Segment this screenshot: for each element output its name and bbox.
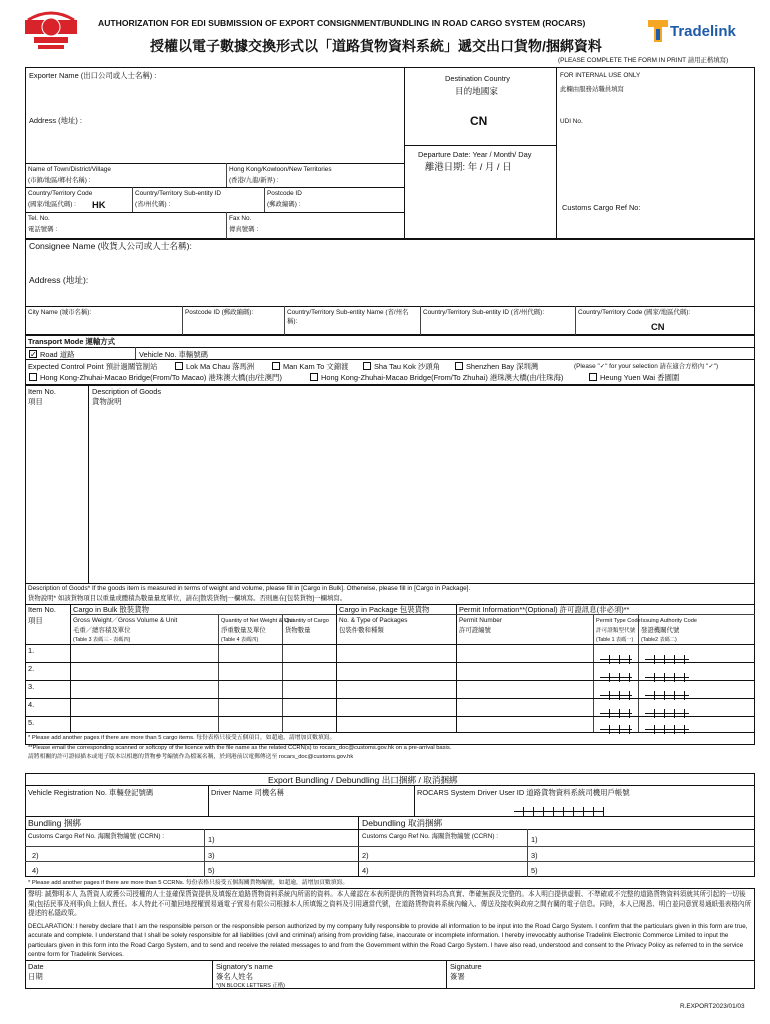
declaration-en: DECLARATION: I hereby declare that I am the responsible person or the responsible person authorized by my company fully responsible to provide all information to be input into the Road Cargo System. I confirm that the particulars given in this form are true, accurate and complete. I understand that I shall be solely responsible for all liabilities (civil and criminal) arising from providing false, inaccurate or incomplete information. I hereby irrevocably authorise Tradelink Electronic Commerce Limited to input the particulars given in this form into the Road Cargo System, and to send and receive the related messages to and from the Government within the Road Cargo System. I have also read, understood and consent to the Privacy Policy as referred to in the service centre form for Tradelink Services. [28,923,748,959]
net-note: (Table 4 表碼四) [221,637,259,643]
date-label-zh: 日期 [28,972,43,981]
subentity-label: Country/Territory Sub-entity ID [135,190,221,197]
country-code-label-zh: (國家/地區代碼) : [28,201,76,208]
tel-label: Tel. No. [28,215,50,222]
transport-heading: Transport Mode 運輸方式 [28,337,116,346]
road-check-mark: ✓ [30,350,37,359]
debundling-num-4: 4) [362,866,369,875]
signature-label-zh: 簽署 [450,972,465,981]
goods-row-4: 4. [28,700,35,709]
goods-row-2: 2. [28,664,35,673]
form-title-en: AUTHORIZATION FOR EDI SUBMISSION OF EXPORT CONSIGNMENT/BUNDLING IN ROAD CARGO SYSTEM (ROCARS) [98,18,586,28]
goods-desc-note-zh: 貨物說明* 如該貨物項目以重量或體積為數量量度單位，請在[散裝貨物]一欄填寫。否則應在[包裝貨物]一欄填寫。 [28,595,347,602]
signatory-name-note: *(IN BLOCK LETTERS 正楷) [216,983,285,989]
subentity-label-zh: (省/州代碼) : [135,201,171,208]
authority-note: (Table2 表碼二) [641,637,677,643]
debundling-num-5: 5) [531,866,538,875]
ecp-option-stk: Sha Tau Kok 沙頭角 [374,362,440,371]
permit-type-label: Permit Type Code [596,618,641,624]
signatory-name-label-zh: 簽名人姓名 [216,972,253,981]
ecp-checkbox-lmc[interactable] [175,362,183,370]
permit-type-slots-1[interactable] [600,651,632,660]
authority-slots-1[interactable] [645,651,689,660]
ecp-checkbox-hzmb-zhuhai[interactable] [310,373,318,381]
departure-date-label-zh: 離港日期: 年 / 月 / 日 [425,161,512,172]
driver-id-slots[interactable] [514,803,604,812]
permit-type-label-zh: 許可證類型代號 [596,628,636,634]
tradelink-wordmark: Tradelink [670,23,736,40]
debundling-num-3: 3) [531,851,538,860]
destination-value[interactable]: CN [470,114,488,128]
pkg-type-label-zh: 包裝件數和種類 [339,627,384,634]
ecp-option-szb: Shenzhen Bay 深圳灣 [466,362,539,371]
permit-type-slots-3[interactable] [600,687,632,696]
authority-slots-3[interactable] [645,687,689,696]
net-label-zh: 淨重數量及單位 [221,627,266,634]
qty-label-zh: 貨物數量 [285,627,311,634]
consignee-name-label: Consignee Name (收貨人公司或人士名稱): [29,241,192,251]
ecp-option-hzmb-macao: Hong Kong-Zhuhai-Macao Bridge(From/To Macao) 港珠澳大橋(由/往澳門) [40,373,282,382]
goods-row-1: 1. [28,646,35,655]
gross-note: (Table 3 表碼三 - 表碼四) [73,637,131,643]
bundling-num-4: 4) [32,866,39,875]
bundling-ccrn-label: Customs Cargo Ref No. 海關貨物編號 (CCRN) : [28,833,164,840]
permit-label: Permit Information**(Optional) 許可證訊息(非必須)** [459,605,630,614]
ecp-label: Expected Control Point 預計過關管制站 [28,362,158,371]
permit-type-note: (Table 1 表碼一) [596,637,634,643]
goods-desc-note-en: Description of Goods* If the goods item is measured in terms of weight and volume, please fill in [Cargo in Bulk]. Otherwise, please fill in [Cargo in Package]. [28,585,471,592]
authority-label-zh: 發證機關代號 [641,627,680,634]
permit-type-slots-2[interactable] [600,669,632,678]
date-label: Date [28,962,44,971]
print-note: (PLEASE COMPLETE THE FORM IN PRINT 請用正楷填寫) [558,57,729,64]
goods-table-item-label-zh: 項目 [28,616,43,625]
gross-label: Gross Weight／Gross Volume & Unit [73,617,178,624]
fax-label: Fax No. [229,215,252,222]
goods-item-label-zh: 項目 [28,397,43,406]
bundling-heading: Export Bundling / Debundling 出口捆綁 / 取消捆綁 [268,775,458,785]
footer-form-code: R.EXPORT2023/01/03 [680,1003,745,1010]
ecp-checkbox-hzmb-macao[interactable] [29,373,37,381]
debundling-label: Debundling 取消捆綁 [362,818,443,828]
fax-label-zh: 傳真號碼 : [229,226,259,233]
ecp-option-hyw: Heung Yuen Wai 香園圍 [600,373,680,382]
road-checkbox[interactable] [29,350,37,358]
ecp-option-mkt: Man Kam To 文錦渡 [283,362,349,371]
bundling-label: Bundling 捆綁 [28,818,82,828]
vehicle-reg-label: Vehicle Registration No. 車輛登記號碼 [28,788,154,797]
form-title-zh: 授權以電子數據交換形式以「道路貨物資料系統」遞交出口貨物/捆綁資料 [150,38,602,54]
package-label: Cargo in Package 包裝貨物 [339,605,430,614]
signature-label: Signature [450,962,482,971]
ecp-checkbox-stk[interactable] [363,362,371,370]
vehicle-label: Vehicle No. 車輛號碼 [139,350,209,359]
exporter-country-code-value[interactable]: HK [92,199,106,210]
qty-label: Quantity of Cargo [285,618,329,624]
authority-slots-4[interactable] [645,705,689,714]
top-section-frame [25,67,755,239]
goods-row-5: 5. [28,718,35,727]
permit-type-slots-5[interactable] [600,721,632,730]
consignee-address-label: Address (地址): [29,275,89,285]
town-label-zh: (市鎮/地區/鄉村名稱) : [28,177,91,184]
udi-label: UDI No. [560,118,583,125]
ecp-option-hzmb-zhuhai: Hong Kong-Zhuhai-Macao Bridge(From/To Zhuhai) 港珠澳大橋(由/往珠海) [321,373,564,382]
consignee-subentity-name-label: Country/Territory Sub-entity Name (省/州名稱): [287,309,409,325]
customs-seal-logo [22,10,80,54]
ecp-checkbox-hyw[interactable] [589,373,597,381]
bulk-label: Cargo in Bulk 散裝貨物 [73,605,149,614]
debundling-ccrn-label: Customs Cargo Ref No. 海關貨物編號 (CCRN) : [362,833,498,840]
driver-id-label: ROCARS System Driver User ID 道路貨物資料系統司機用戶帳號 [417,788,630,797]
debundling-num-2: 2) [362,851,369,860]
permit-number-label-zh: 許可證編號 [459,627,491,634]
goods-row-3: 3. [28,682,35,691]
driver-name-label: Driver Name 司機名稱 [211,788,285,797]
net-label: Quantity of Net Weight & Unit [221,618,294,624]
bundling-num-3: 3) [208,851,215,860]
goods-footnote-2: **Please email the corresponding scanned or softcopy of the licence with the file name as the related CCRN(s) to rocars_doc@customs.gov.hk on a pre-arrival basis. [28,745,452,751]
town-label: Name of Town/District/Village [28,166,111,173]
destination-label-zh: 目的地國家 [455,86,498,96]
consignee-country-code-label: Country/Territory Code (國家/地區代碼): [578,309,691,316]
signatory-name-label: Signatory's name [216,962,273,971]
declaration-zh: 聲明: 誠聲明本人 為貨資人或獲公司授權的人士並確保貨資提供及填報在道路貨物資料系統內所需的資料。本人確認在本表所提供的貨物資料均為真實、準確無誤及完整的。本人明白提供虛假、不準確或不完整的道路貨物資料須就其所引起的一切後果(包括民事及刑事)負上個人責任。本人特此不可撤回地授權貿易通電子貿易有限公司根據本人所填報之資料及引用適當代號，在道路貨物資料系統內輸入、傳送及接收與政府之間有關的電子信息。同時，本人已閱悉、明白並同意貿易通紙張表格內所提述的私隱政策。 [28,891,752,918]
exporter-address-label: Address (地址) : [29,116,82,125]
area-label: Hong Kong/Kowloon/New Territories [229,166,332,173]
goods-item-label: Item No. [28,387,56,396]
postcode-label: Postcode ID [267,190,302,197]
permit-type-slots-4[interactable] [600,705,632,714]
bundling-num-1: 1) [208,835,215,844]
pkg-type-label: No. & Type of Packages [339,617,408,624]
customs-cargo-ref-label: Customs Cargo Ref No: [562,203,641,212]
internal-use-label: FOR INTERNAL USE ONLY [560,72,641,79]
ecp-checkbox-szb[interactable] [455,362,463,370]
gross-label-zh: 毛重／總容積及單位 [73,627,131,634]
ecp-option-lmc: Lok Ma Chau 落馬洲 [186,362,255,371]
permit-number-label: Permit Number [459,617,502,624]
consignee-city-label: City Name (城市名稱): [28,309,92,316]
goods-footnote-3: 請將相關的許可證掃描本或電子版本以相應的貨物參考編號作為檔案名稱，於到港前以電郵傳送至 rocars_doc@customs.gov.hk [28,754,354,760]
consignee-postcode-label: Postcode ID (郵政編碼): [185,309,254,316]
road-label: Road 道路 [40,350,75,359]
bundling-num-2: 2) [32,851,39,860]
consignee-country-code-value[interactable]: CN [651,321,665,332]
authority-slots-5[interactable] [645,721,689,730]
debundling-num-1: 1) [531,835,538,844]
ecp-checkbox-mkt[interactable] [272,362,280,370]
destination-label: Destination Country [445,74,510,83]
ecp-note: (Please "✓" for your selection 請在適合方格內 "✓") [574,363,719,370]
goods-footnote-1: * Please add another pages if there are more than 5 cargo items. 每份表格只接受五個項目，如超逾，請增加頁數填寫。 [28,735,336,741]
goods-table-item-label: Item No. [28,605,56,614]
postcode-label-zh: (郵政編碼) : [267,201,301,208]
goods-desc-label: Description of Goods [92,387,162,396]
area-label-zh: (香港/九龍/新界) : [229,177,279,184]
bundling-footnote: * Please add another pages if there are more than 5 CCRNs. 每份表格只接受五個海關貨物編號，如超逾，請增加頁數填寫。 [28,880,349,886]
authority-label: Issuing Authority Code [641,618,697,624]
tradelink-logo [646,18,746,44]
consignee-subentity-id-label: Country/Territory Sub-entity ID (省/州代碼): [423,309,545,316]
bundling-num-5: 5) [208,866,215,875]
tradelink-mark-icon [646,18,670,44]
country-code-label: Country/Territory Code [28,190,93,197]
departure-date-label: Departure Date: Year / Month/ Day [418,150,532,159]
authority-slots-2[interactable] [645,669,689,678]
exporter-name-label: Exporter Name (出口公司或人士名稱) : [29,71,157,80]
goods-desc-label-zh: 貨物說明 [92,397,122,406]
internal-use-label-zh: 此欄由服務站職員填寫 [560,86,624,93]
tel-label-zh: 電話號碼 : [28,226,58,233]
